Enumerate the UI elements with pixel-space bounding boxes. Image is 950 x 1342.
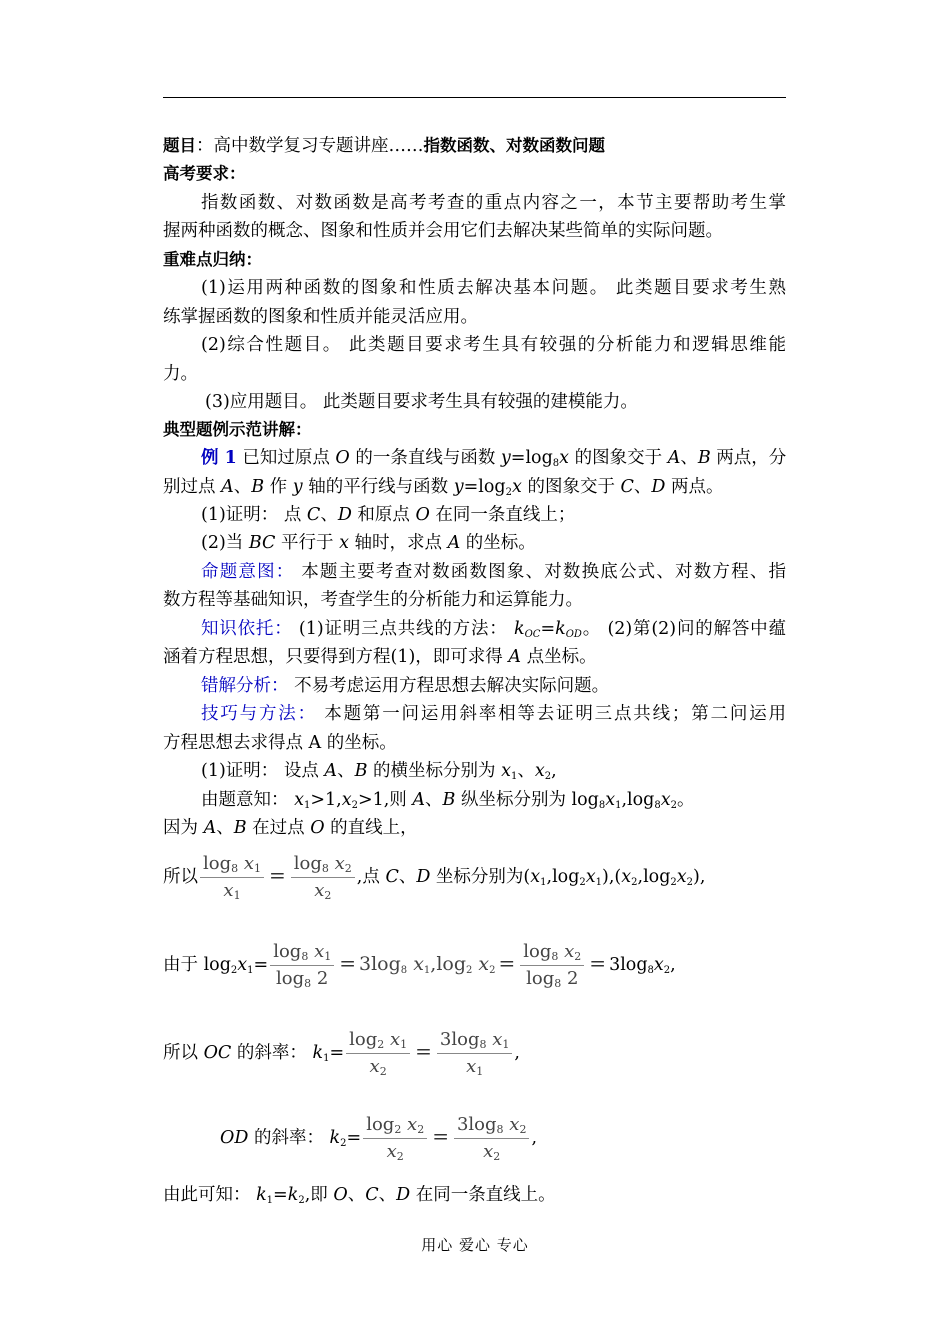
doc-title: 题目：高中数学复习专题讲座……指数函数、对数函数问题 [163,136,605,156]
example1-label: 例 1 [201,448,237,468]
technique-line-2: 方程思想去求得点 A 的坐标。 [163,733,397,753]
proof-eq-3: 所以 OC 的斜率： $k_1=$ $\frac{\log_2 x_1}{x_2}$ = $\frac{3\log_8 x_1}{x_1}$ , [163,1029,520,1078]
example1-line-1: 例 1 已知过原点 O 的一条直线与函数 $y=\log_8x$ 的图象交于 A、B 两点，分 [201,448,787,469]
mistake-line: 错解分析： 不易考虑运用方程思想去解决实际问题。 [201,676,610,696]
intent-line-1: 命题意图： 本题主要考查对数函数图象、对数换底公式、对数方程、指 [201,562,787,582]
header-rule [163,97,786,98]
page-footer: 用心 爱心 专心 [421,1236,529,1254]
proof-line-3: 因为 A、B 在过点 O 的直线上， [163,818,418,838]
requirements-heading: 高考要求： [163,164,246,183]
proof-conclusion: 由此可知： $k_1=k_2$,即 O、C、D 在同一条直线上。 [163,1185,556,1206]
proof-eq-4: OD 的斜率： $k_2=$ $\frac{\log_2 x_2}{x_2}$ = $\frac{3\log_8 x_2}{x_2}$ , [220,1114,538,1163]
key-point-2a: (2)综合性题目。 此类题目要求考生具有较强的分析能力和逻辑思维能 [201,335,786,355]
examples-heading: 典型题例示范讲解： [163,420,312,439]
proof-eq-2: 由于 $\log_2x_1=$ $\frac{\log_8 x_1}{\log_8 2}$ = $3\log_8$ $x_1,\log_2$ $x_2$ = $\frac{\log_8 x_2}{\log_8 2}$ = $3\log_8x_2$, [163,941,676,990]
proof-line-2: 由题意知： $x_1>1,x_2>1$,则 A、B 纵坐标分别为 $\log_8x_1,\log_8x_2$。 [201,790,695,811]
technique-line-1: 技巧与方法： 本题第一问运用斜率相等去证明三点共线；第二问运用 [201,704,787,724]
intent-line-2: 数方程等基础知识，考查学生的分析能力和运算能力。 [163,590,583,610]
key-point-1a: (1)运用两种函数的图象和性质去解决基本问题。 此类题目要求考生熟 [201,278,786,298]
requirements-line-2: 握两种函数的概念、图象和性质并会用它们去解决某些简单的实际问题。 [163,221,723,241]
key-points-heading: 重难点归纳： [163,250,262,269]
proof-eq-1: 所以 $\frac{\log_8 x_1}{x_1}$ = $\frac{\log_8 x_2}{x_2}$ ,点 C、D 坐标分别为$(x_1,\log_2x_1),(x_2,\log_2x_2)$, [163,853,706,902]
knowledge-line-1: 知识依托： (1)证明三点共线的方法： $k_{OC}=k_{OD}$。 (2)第(2)问的解答中蕴 [201,619,786,640]
knowledge-line-2: 涵着方程思想，只要得到方程(1)，即可求得 A 点坐标。 [163,647,597,667]
proof-line-1: (1)证明： 设点 A、B 的横坐标分别为 $x_1$、$x_2$, [201,761,557,782]
key-point-2b: 力。 [163,364,198,384]
example1-q1: (1)证明： 点 C、D 和原点 O 在同一条直线上； [201,505,576,525]
example1-line-2: 别过点 A、B 作 y 轴的平行线与函数 $y=\log_2x$ 的图象交于 C、D 两点。 [163,477,724,498]
key-point-1b: 练掌握函数的图象和性质并能灵活应用。 [163,307,478,327]
key-point-3: (3)应用题目。 此类题目要求考生具有较强的建模能力。 [205,392,638,412]
requirements-line-1: 指数函数、对数函数是高考考查的重点内容之一，本节主要帮助考生掌 [201,193,786,213]
example1-q2: (2)当 BC 平行于 x 轴时，求点 A 的坐标。 [201,533,536,553]
